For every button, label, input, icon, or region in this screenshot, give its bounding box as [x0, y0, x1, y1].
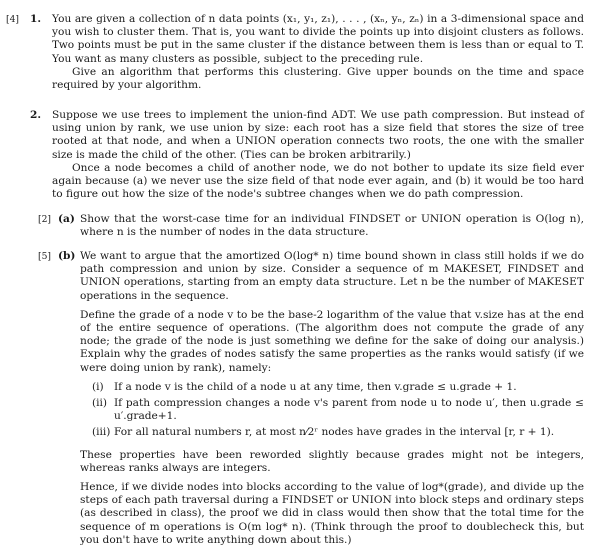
q1-points: [4]: [6, 14, 20, 25]
q2b-label: (b): [58, 250, 76, 262]
q2-paragraph-2: Once a node becomes a child of another node, we do not bother to update its size field ever again because (a) we never use the size field of that node ever again, and (b) it would be too hard to figure out how the size of the node's subtree changes when we do path compression.: [52, 161, 584, 201]
q2a-text: Show that the worst-case time for an individual FINDSET or UNION operation is O(log n), where n is the number of nodes in the data structure.: [80, 213, 584, 239]
q1-paragraph-2: Give an algorithm that performs this clustering. Give upper bounds on the time and space required by your algorithm.: [52, 65, 584, 92]
q2b-property-item: [92, 381, 584, 394]
q2a-points: [2]: [38, 214, 52, 225]
q2b-body: [80, 250, 584, 547]
q2b-paragraph-1: We want to argue that the amortized O(log* n) time bound shown in class still holds if we do path compression and union by size. Consider a sequence of m MAKESET, FINDSET and UNION operations, starting from an empty data structure. Let n be the number of MAKESET operations in the sequence.: [80, 250, 584, 302]
q2b-property-text: For all natural numbers r, at most n⁄2ʳ nodes have grades in the interval [r, r + 1).: [114, 426, 555, 439]
q2a-body: [80, 213, 584, 239]
q2b-paragraph-2: Define the grade of a node v to be the base-2 logarithm of the value that v.size has at the end of the entire sequence of operations. (The algorithm does not compute the grade of any node; the grade of the node is just something we define for the sake of doing our analysis.) Explain why the grades of nodes satisfy the same properties as the ranks would satisfy (if we were doing union by rank), namely:: [80, 308, 584, 374]
q2b-property-text: If path compression changes a node v's parent from node u to node u′, then u.grade ≤ u′.grade+1.: [114, 397, 584, 423]
q2b-property-tag: (i): [92, 380, 104, 393]
q2a-label: (a): [58, 213, 75, 225]
q2b-points: [5]: [38, 251, 52, 262]
q2b-property-text: If a node v is the child of a node u at any time, then v.grade ≤ u.grade + 1.: [114, 380, 517, 393]
q2b-property-item: [92, 426, 584, 439]
q2-paragraph-1: Suppose we use trees to implement the union-find ADT. We use path compression. But instead of using union by rank, we use union by size: each root has a size field that stores the size of tree rooted at that node, and when a UNION operation connects two roots, the one with the smaller size is made the child of the other. (Ties can be broken arbitrarily.): [52, 109, 584, 161]
q2-number: 2.: [30, 109, 42, 121]
q2b-property-list: [80, 381, 584, 440]
q1-body: [52, 13, 584, 92]
q2b-property-item: [92, 397, 584, 423]
q2b-property-tag: (ii): [92, 397, 108, 410]
q1-number: 1.: [30, 13, 42, 25]
q2b-property-tag: (iii): [92, 426, 111, 439]
q2b-paragraph-4: Hence, if we divide nodes into blocks according to the value of log*(grade), and divide up the steps of each path traversal during a FINDSET or UNION into block steps and ordinary steps (as described in class), the proof we did in class would then show that the total time for the sequence of m operations is O(m log* n). (Think through the proof to doublecheck this, but you don't have to write anything down about this.): [80, 481, 584, 546]
q2b-paragraph-3: These properties have been reworded slightly because grades might not be integers, whereas ranks always are integers.: [80, 448, 584, 474]
q2-body: [52, 109, 584, 201]
q1-paragraph-1: You are given a collection of n data points (x₁, y₁, z₁), . . . , (xₙ, yₙ, zₙ) in a 3-dimensional space and you wish to cluster them. That is, you want to divide the points up into disjoint clusters as follows. Two points must be put in the same cluster if the distance between them is less than or equal to T. You want as many clusters as possible, subject to the preceding rule.: [52, 13, 584, 65]
